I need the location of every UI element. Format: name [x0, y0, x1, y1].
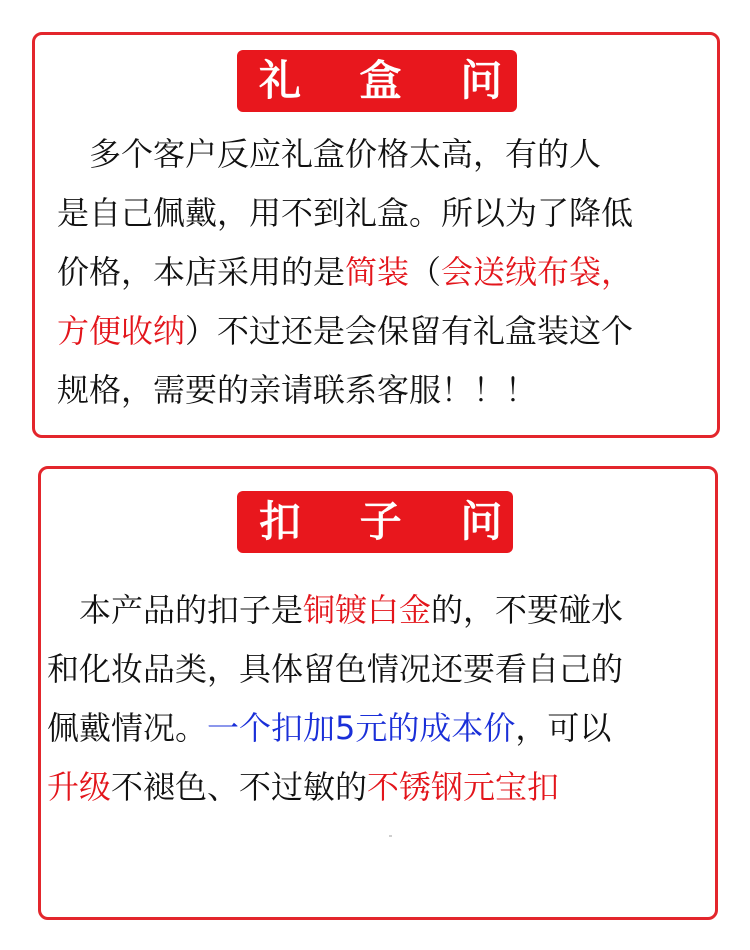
gift-box-text-line — [57, 184, 633, 243]
decorative-dot — [389, 835, 392, 837]
body-text-segment: 的，不要碰水 — [431, 591, 624, 629]
body-text-segment: 本产品的扣子是 — [47, 591, 304, 629]
gift-box-text-line — [57, 361, 633, 420]
body-text-segment: 佩戴情况。 — [47, 709, 208, 747]
body-text-segment: 不褪色、不过敏的 — [111, 768, 368, 806]
body-text-segment: ，可以 — [515, 709, 612, 747]
body-text-segment: 规格，需要的亲请联系客服！！！ — [57, 371, 538, 409]
gift-box-notice-panel — [32, 32, 720, 438]
gift-box-text-line — [57, 125, 633, 184]
body-text-segment: ）不过还是会保留有礼盒装这个 — [185, 312, 634, 350]
highlight-red-text: 方便收纳 — [57, 312, 186, 350]
buckle-text-line — [47, 758, 623, 817]
buckle-text-line — [47, 699, 623, 758]
body-text-segment: 多个客户反应礼盒价格太高，有的人 — [57, 135, 602, 173]
buckle-body-text — [47, 581, 623, 817]
body-text-segment: （ — [409, 253, 442, 291]
gift-box-title-badge: 礼 盒 问 题 — [237, 50, 517, 112]
body-text-segment: 是自己佩戴，用不到礼盒。所以为了降低 — [57, 194, 634, 232]
highlight-red-text: 简装 — [345, 253, 410, 291]
gift-box-text-line — [57, 302, 633, 361]
buckle-text-line — [47, 581, 623, 640]
highlight-red-text: 铜镀白金 — [303, 591, 432, 629]
highlight-red-text: 不锈钢元宝扣 — [367, 768, 560, 806]
body-text-segment: 和化妆品类，具体留色情况还要看自己的 — [47, 650, 624, 688]
buckle-title-badge: 扣 子 问 题 — [237, 491, 513, 553]
buckle-notice-panel — [38, 466, 718, 920]
highlight-red-text: 会送绒布袋， — [441, 253, 634, 291]
gift-box-body-text — [57, 125, 633, 420]
body-text-segment: 价格，本店采用的是 — [57, 253, 346, 291]
buckle-text-line — [47, 640, 623, 699]
highlight-red-text: 升级 — [47, 768, 112, 806]
highlight-blue-text: 一个扣加5元的成本价 — [207, 709, 516, 747]
gift-box-text-line — [57, 243, 633, 302]
